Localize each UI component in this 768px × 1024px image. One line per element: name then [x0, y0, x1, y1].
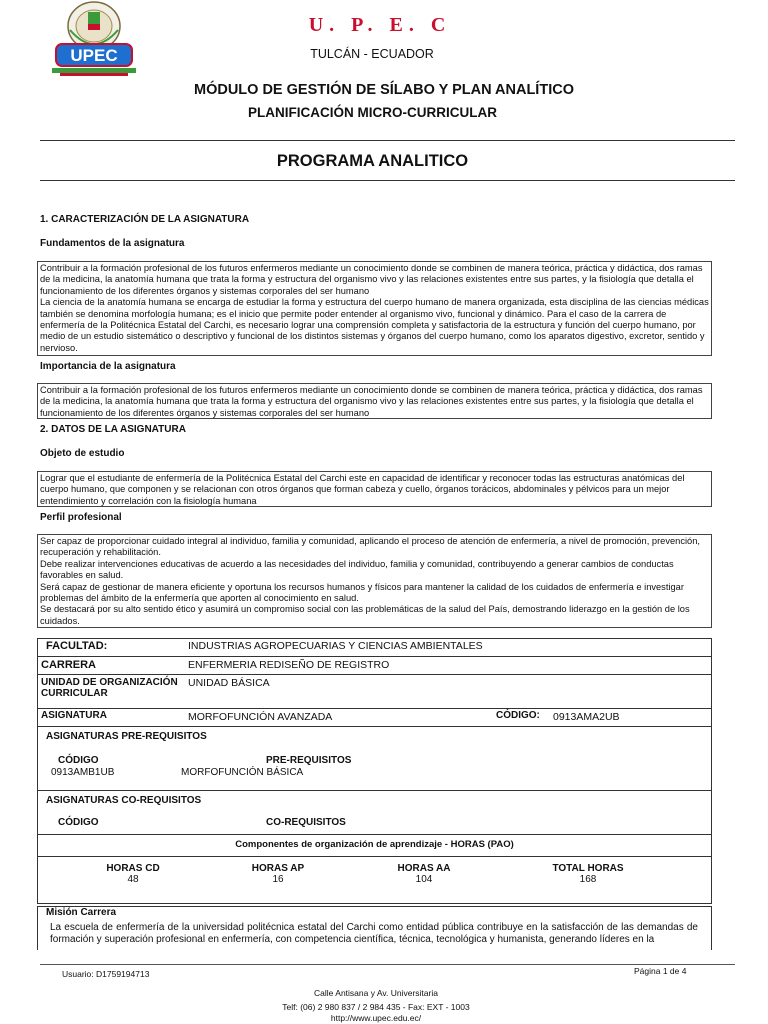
section-1-heading: 1. CARACTERIZACIÓN DE LA ASIGNATURA: [40, 214, 250, 225]
footer-url[interactable]: http://www.upec.edu.ec/: [330, 1013, 422, 1023]
unidad-value: UNIDAD BÁSICA: [188, 677, 270, 689]
importancia-box: [37, 383, 712, 419]
importancia-text: Contribuir a la formación profesional de los futuros enfermeros mediante un conocimiento donde se combinen de manera teórica, práctica y didáctica, dos ramas de la medicina, la anatomía humana que trata la forma y estructura del organismo vivo y las relaciones existentes entre sus partes, y la fisiología que detalla el funcionamiento de los diferentes órganos y sistemas corporales del ser humano: [40, 385, 703, 418]
mision-label: Misión Carrera: [46, 907, 117, 918]
prereq-name-header: PRE-REQUISITOS: [266, 755, 352, 766]
corequisitos-heading: ASIGNATURAS CO-REQUISITOS: [46, 795, 202, 806]
unidad-label: UNIDAD DE ORGANIZACIÓN CURRICULAR: [41, 677, 178, 699]
mision-box: [37, 906, 712, 950]
module-subtitle: PLANIFICACIÓN MICRO-CURRICULAR: [248, 105, 497, 120]
section-2-heading: 2. DATOS DE LA ASIGNATURA: [40, 424, 186, 435]
institution-name: U. P. E. C: [308, 14, 452, 36]
horas-aa-label: HORAS AA: [397, 863, 451, 874]
horas-ap-value: 16: [272, 874, 284, 885]
prerequisitos-heading: ASIGNATURAS PRE-REQUISITOS: [46, 731, 207, 742]
total-horas-label: TOTAL HORAS: [552, 863, 624, 874]
program-title: PROGRAMA ANALITICO: [276, 152, 469, 170]
module-title: MÓDULO DE GESTIÓN DE SÍLABO Y PLAN ANALÍTICO: [194, 82, 574, 98]
objeto-box: [37, 471, 712, 507]
total-horas-value: 168: [579, 874, 597, 885]
perfil-line: Se destacará por su alto sentido ético y asumirá un compromiso social con las problemáticas de la salud del País, demostrando liderazgo en la gestión de los cuidados.: [40, 604, 690, 626]
asignatura-row: [38, 709, 711, 727]
facultad-label: FACULTAD:: [46, 640, 108, 652]
codigo-value: 0913AMA2UB: [553, 711, 620, 723]
horas-row: [38, 857, 711, 903]
footer-phone: Telf: (06) 2 980 837 / 2 984 435 - Fax: EXT - 1003: [282, 1002, 470, 1012]
asignatura-label: ASIGNATURA: [41, 710, 107, 721]
componentes-row: [38, 835, 711, 857]
corequisitos-row: [38, 791, 711, 835]
carrera-label: CARRERA: [41, 659, 96, 671]
perfil-line: Debe realizar intervenciones educativas de acuerdo a las necesidades del individuo, familia y comunidad, contribuyendo a generar cambios de conductas favorables en salud.: [40, 558, 674, 581]
horas-aa-value: 104: [415, 874, 433, 885]
prerequisitos-row: [38, 727, 711, 791]
codigo-label: CÓDIGO:: [496, 710, 540, 721]
unidad-row: [38, 675, 711, 709]
footer-page-number: Página 1 de 4: [634, 966, 687, 976]
coreq-codigo-header: CÓDIGO: [58, 817, 99, 828]
componentes-heading: Componentes de organización de aprendizaje - HORAS (PAO): [235, 839, 514, 850]
header-divider: [40, 140, 735, 141]
facultad-row: [38, 639, 711, 657]
carrera-row: [38, 657, 711, 675]
footer-address: Calle Antisana y Av. Universitaria: [314, 988, 438, 998]
objeto-label: Objeto de estudio: [40, 448, 125, 459]
facultad-value: INDUSTRIAS AGROPECUARIAS Y CIENCIAS AMBIENTALES: [188, 640, 483, 652]
perfil-box: [37, 534, 712, 628]
perfil-line: Ser capaz de proporcionar cuidado integral al individuo, familia y comunidad, aplicando el proceso de atención de enfermería, a nivel de promoción, prevención, recuperación y rehabilitación.: [40, 536, 700, 558]
horas-ap-label: HORAS AP: [251, 863, 305, 874]
svg-text:UPEC: UPEC: [70, 46, 118, 65]
prereq-codigo-value: 0913AMB1UB: [51, 767, 115, 778]
footer-divider: [40, 964, 735, 965]
mision-text: La escuela de enfermería de la universidad politécnica estatal del Carchi como entidad pública contribuye en la satisfacción de las demandas de formación y superación profesional en enfermería, con competencia científica, técnica, tecnológica y humanista, generando líderes en la: [50, 922, 698, 945]
city-label: TULCÁN - ECUADOR: [310, 47, 434, 61]
logo-emblem-icon: [40, 0, 148, 78]
perfil-line: Será capaz de gestionar de manera eficiente y oportuna los recursos humanos y físicos para mantener la calidad de los cuidados de enfermería e investigar problemas del ámbito de la enfermería que aporten al conocimiento en salud.: [40, 581, 684, 604]
fundamentos-label: Fundamentos de la asignatura: [40, 238, 185, 249]
objeto-text: Lograr que el estudiante de enfermería de la Politécnica Estatal del Carchi este en capacidad de identificar y reconocer todas las estructuras anatómicas del cuerpo humano, que componen y se relacionan con otros órganos que forman cabeza y cuello, órganos torácicos, abdominales y pélvicos para un mejor entendimiento y correlación con la fisiología humana: [40, 473, 685, 506]
subject-data-table: [37, 638, 712, 904]
coreq-name-header: CO-REQUISITOS: [266, 817, 346, 828]
asignatura-value: MORFOFUNCIÓN AVANZADA: [188, 711, 333, 723]
upec-logo: [40, 0, 148, 78]
horas-cd-value: 48: [127, 874, 139, 885]
prereq-codigo-header: CÓDIGO: [58, 755, 99, 766]
fundamentos-paragraph-2: La ciencia de la anatomía humana se encarga de estudiar la forma y estructura del cuerpo humano de manera organizada, esta disciplina de las ciencias médicas también se denomina morfología humana; es el inicio que permite poder entender al organismo vivo, funcional y dinámico. Para el caso de la carrera de enfermería de la Politécnica Estatal del Carchi, es necesario lograr una comprensión completa y satisfactoria de la estructura y función del cuerpo humano, por medio de un estudio sistemático o descriptivo y funcional de los distintos sistemas y órganos del cuerpo humano, como los aparatos digestivo, excretor, sentido y nervioso.: [40, 297, 709, 353]
importancia-label: Importancia de la asignatura: [40, 361, 176, 372]
title-divider: [40, 180, 735, 181]
fundamentos-box: [37, 261, 712, 356]
perfil-label: Perfil profesional: [40, 512, 122, 523]
horas-cd-label: HORAS CD: [106, 863, 160, 874]
carrera-value: ENFERMERIA REDISEÑO DE REGISTRO: [188, 659, 390, 671]
footer-user: Usuario: D1759194713: [62, 969, 150, 979]
fundamentos-paragraph-1: Contribuir a la formación profesional de los futuros enfermeros mediante un conocimiento donde se combinen de manera teórica, práctica y didáctica, dos ramas de la medicina, la anatomía humana que trata la forma y estructura del organismo vivo y las relaciones existentes entre sus partes, y la fisiología que detalla el funcionamiento de los diferentes órganos y sistemas corporales del ser humano: [40, 263, 703, 296]
prereq-name-value: MORFOFUNCIÓN BÁSICA: [181, 767, 304, 778]
